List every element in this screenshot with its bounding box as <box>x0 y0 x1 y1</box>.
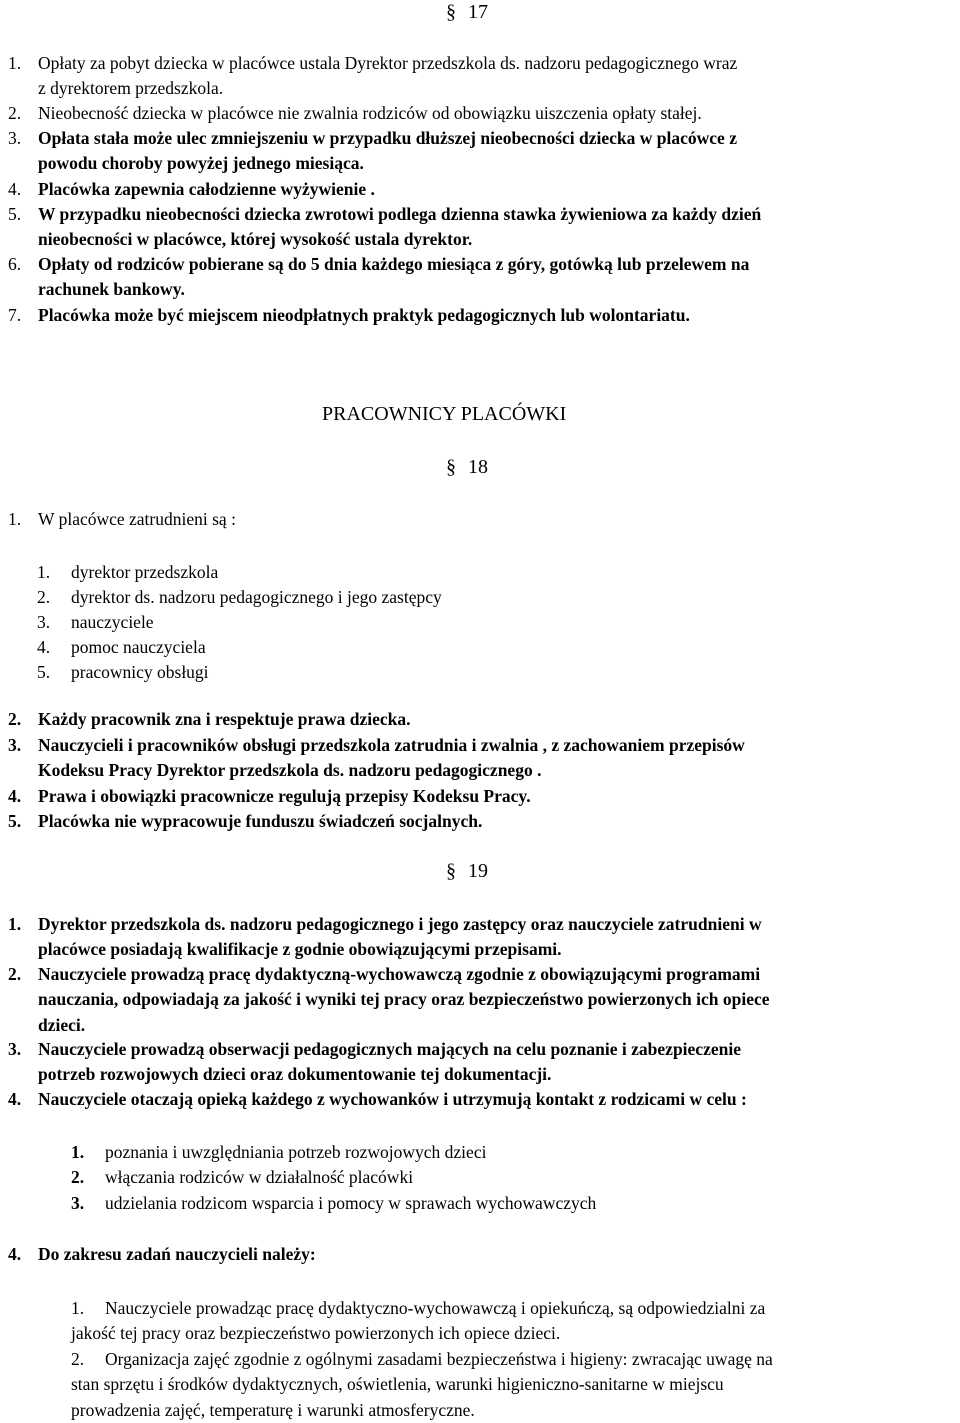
text-line: Opłaty za pobyt dziecka w placówce ustala Dyrektor przedszkola ds. nadzoru pedagogicznego wraz <box>38 53 738 73</box>
item-text: Nauczyciele otaczają opieką każdego z wychowanków i utrzymują kontakt z rodzicami w celu : <box>38 1089 747 1109</box>
item-number: 1. <box>8 914 22 934</box>
item-text: dyrektor przedszkola <box>71 562 219 582</box>
item-number: 1. <box>8 53 22 73</box>
item-text: Placówka zapewnia całodzienne wyżywienie . <box>38 179 375 199</box>
item-number: 5. <box>8 204 22 224</box>
item-text: pracownicy obsługi <box>71 662 209 682</box>
item-text <box>38 51 958 102</box>
text-line: powodu choroby powyżej jednego miesiąca. <box>38 153 364 174</box>
item-text <box>38 912 958 963</box>
item-text: nauczyciele <box>71 612 154 632</box>
text-line: Nauczyciele prowadzą obserwacji pedagogicznych mających na celu poznanie i zabezpieczenie <box>38 1039 741 1059</box>
item-text <box>38 1037 958 1088</box>
text-line: W przypadku nieobecności dziecka zwrotowi podlega dzienna stawka żywieniowa za każdy dzień <box>38 204 762 224</box>
text-line: rachunek bankowy. <box>38 279 185 300</box>
text-line: Organizacja zajęć zgodnie z ogólnymi zasadami bezpieczeństwa i higieny: zwracając uwagę na <box>105 1349 773 1369</box>
section-number: 19 <box>468 860 488 882</box>
text-line: nauczania, odpowiadają za jakość i wyniki tej pracy oraz bezpieczeństwo powierzonych ich opiece <box>38 989 770 1010</box>
item-number: 4. <box>8 786 22 806</box>
item-text: Placówka może być miejscem nieodpłatnych praktyk pedagogicznych lub wolontariatu. <box>38 305 690 325</box>
item-number: 3. <box>71 1193 85 1213</box>
item-text: włączania rodziców w działalność placówki <box>105 1167 414 1187</box>
section-title: PRACOWNICY PLACÓWKI <box>322 403 567 425</box>
item-number: 2. <box>71 1167 85 1187</box>
item-number: 2. <box>8 964 22 984</box>
text-line: Nauczycieli i pracowników obsługi przedszkola zatrudnia i zwalnia , z zachowaniem przepisów <box>38 735 745 755</box>
item-number: 4. <box>37 637 51 657</box>
text-line: potrzeb rozwojowych dzieci oraz dokumentowanie tej dokumentacji. <box>38 1064 552 1085</box>
text-line: prowadzenia zajęć, temperaturę i warunki atmosferyczne. <box>71 1399 475 1420</box>
item-number: 1. <box>71 1142 85 1162</box>
item-number: 3. <box>37 612 51 632</box>
item-number: 7. <box>8 305 22 325</box>
item-text <box>38 126 958 177</box>
text-line: Opłata stała może ulec zmniejszeniu w przypadku dłuższej nieobecności dziecka w placówce z <box>38 128 737 148</box>
section-number: 18 <box>468 456 488 478</box>
section-17-heading <box>446 0 488 25</box>
item-number: 5. <box>37 662 51 682</box>
item-number: 2. <box>8 103 22 123</box>
text-line: jakość tej pracy oraz bezpieczeństwo powierzonych ich opiece dzieci. <box>71 1323 561 1344</box>
item-text <box>38 252 958 303</box>
item-text <box>38 962 958 1038</box>
item-text: Prawa i obowiązki pracownicze regulują przepisy Kodeksu Pracy. <box>38 786 531 806</box>
item-text: pomoc nauczyciela <box>71 637 206 657</box>
item-number: 1. <box>8 509 22 529</box>
item-text: Każdy pracownik zna i respektuje prawa dziecka. <box>38 709 411 729</box>
item-number: 1. <box>71 1298 85 1318</box>
item-text: W placówce zatrudnieni są : <box>38 509 236 529</box>
text-line: stan sprzętu i środków dydaktycznych, oświetlenia, warunki higieniczno-sanitarne w miejscu <box>71 1374 724 1395</box>
item-number: 2. <box>8 709 22 729</box>
item-number: 3. <box>8 128 22 148</box>
item-text: Nieobecność dziecka w placówce nie zwalnia rodziców od obowiązku uiszczenia opłaty stałej. <box>38 103 702 123</box>
item-text: Placówka nie wypracowuje funduszu świadczeń socjalnych. <box>38 811 483 831</box>
text-line: Kodeksu Pracy Dyrektor przedszkola ds. nadzoru pedagogicznego . <box>38 760 542 781</box>
text-line: placówce posiadają kwalifikacje z godnie obowiązującymi przepisami. <box>38 939 562 960</box>
text-line: Nauczyciele prowadzą pracę dydaktyczną-wychowawczą zgodnie z obowiązującymi programami <box>38 964 761 984</box>
section-18-heading <box>446 455 488 480</box>
item-number: 1. <box>37 562 51 582</box>
item-number: 2. <box>37 587 51 607</box>
item-number: 6. <box>8 254 22 274</box>
item-text: udzielania rodzicom wsparcia i pomocy w sprawach wychowawczych <box>105 1193 597 1213</box>
text-line: dzieci. <box>38 1014 86 1035</box>
text-line: z dyrektorem przedszkola. <box>38 78 224 99</box>
item-number: 4. <box>8 179 22 199</box>
section-sign: § <box>446 860 456 882</box>
section-sign: § <box>446 456 456 478</box>
item-number: 3. <box>8 1039 22 1059</box>
item-text <box>71 1347 906 1423</box>
item-number: 3. <box>8 735 22 755</box>
item-text: Do zakresu zadań nauczycieli należy: <box>38 1244 316 1264</box>
text-line: Opłaty od rodziców pobierane są do 5 dnia każdego miesiąca z góry, gotówką lub przelewem na <box>38 254 750 274</box>
text-line: nieobecności w placówce, której wysokość ustala dyrektor. <box>38 229 473 250</box>
section-number: 17 <box>468 1 488 23</box>
text-line: Nauczyciele prowadząc pracę dydaktyczno-wychowawczą i opiekuńczą, są odpowiedzialni za <box>105 1298 766 1318</box>
item-text <box>71 1296 906 1347</box>
item-text: dyrektor ds. nadzoru pedagogicznego i jego zastępcy <box>71 587 442 607</box>
item-text <box>38 733 958 784</box>
item-text: poznania i uwzględniania potrzeb rozwojowych dzieci <box>105 1142 487 1162</box>
item-number: 4. <box>8 1244 22 1264</box>
item-number: 4. <box>8 1089 22 1109</box>
section-sign: § <box>446 1 456 23</box>
section-19-heading <box>446 859 488 884</box>
item-number: 5. <box>8 811 22 831</box>
item-number: 2. <box>71 1349 85 1369</box>
item-text <box>38 202 958 253</box>
text-line: Dyrektor przedszkola ds. nadzoru pedagogicznego i jego zastępcy oraz nauczyciele zatrudnieni w <box>38 914 762 934</box>
